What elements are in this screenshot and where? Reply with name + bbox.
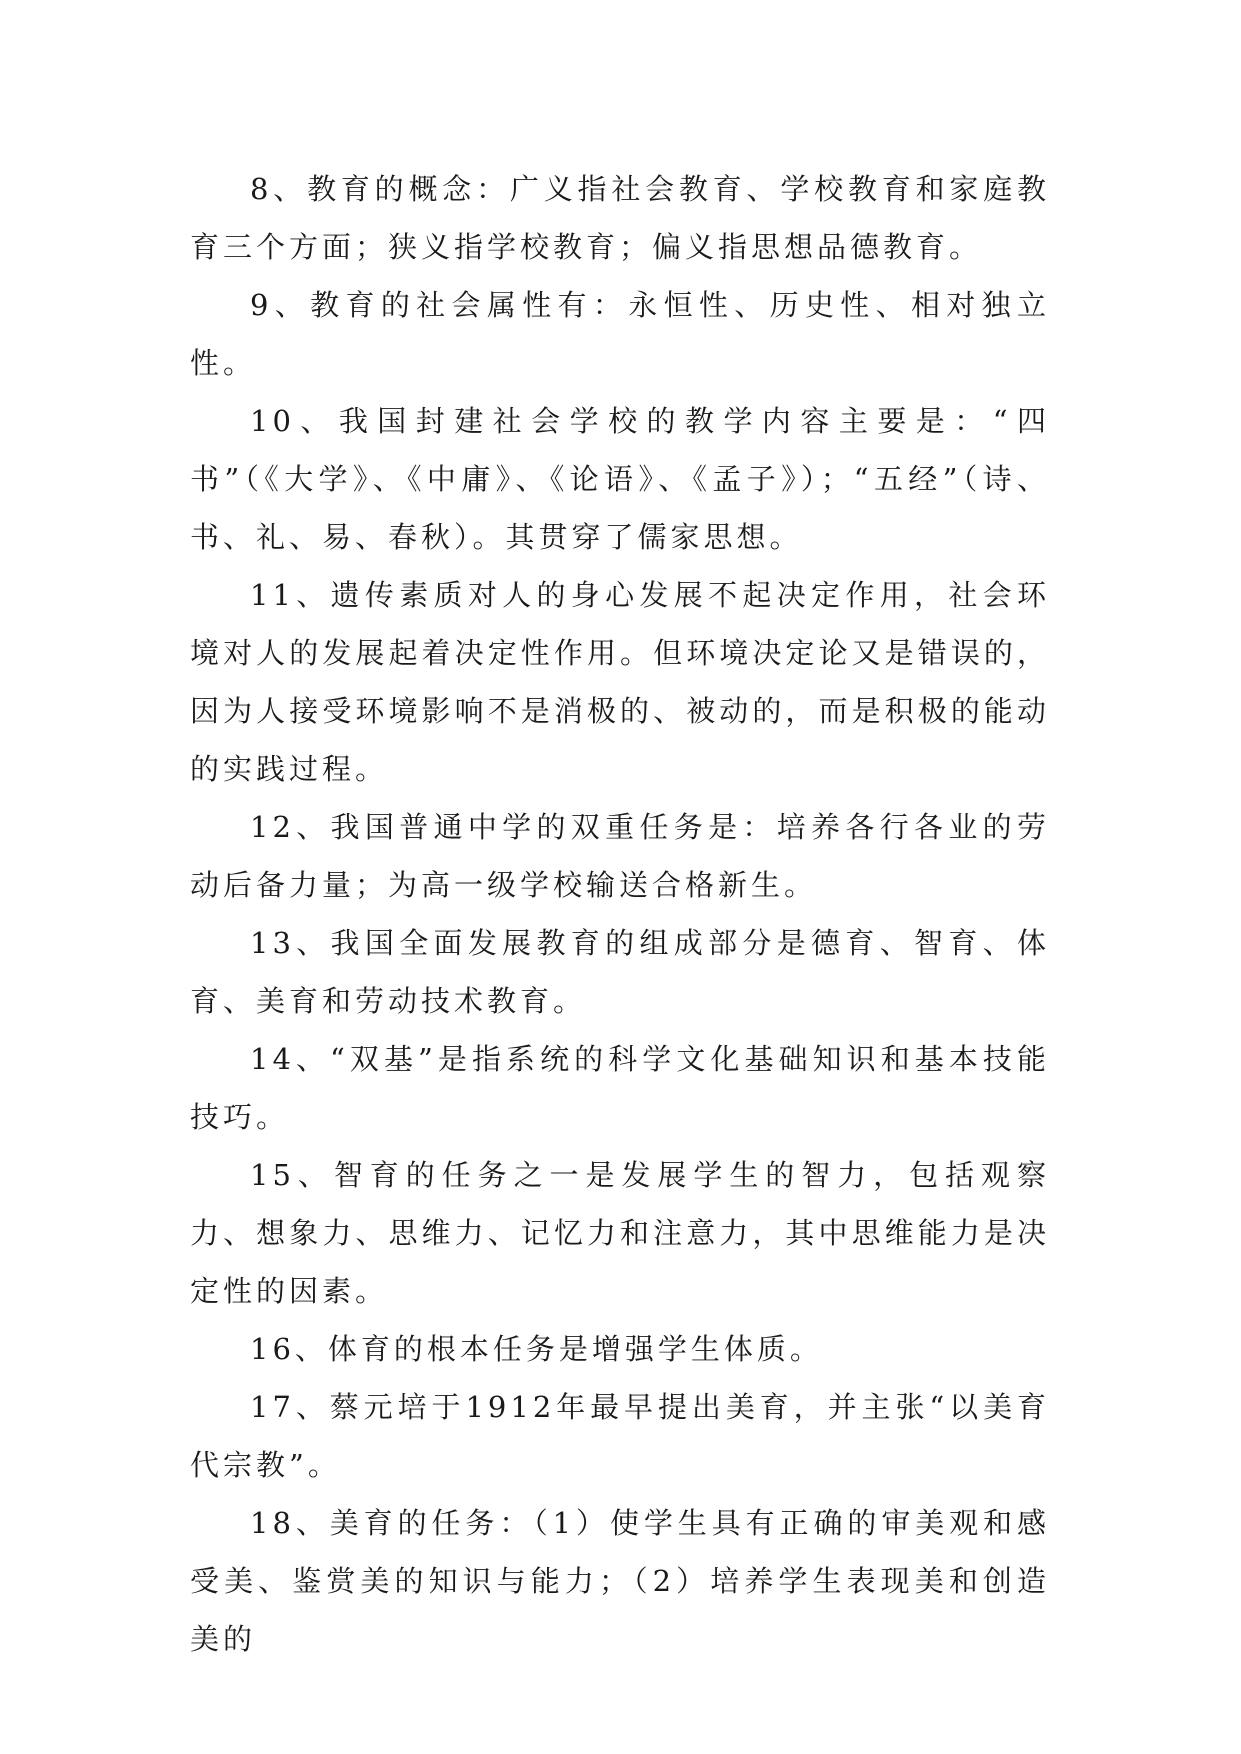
paragraph-17: 17、蔡元培于1912年最早提出美育，并主张“以美育代宗教”。 [190,1390,1050,1482]
paragraph-14: 14、“双基”是指系统的科学文化基础知识和基本技能技巧。 [190,1042,1050,1134]
paragraph-9: 9、教育的社会属性有：永恒性、历史性、相对独立性。 [190,288,1050,380]
document-body [190,160,1050,1668]
paragraph-18: 18、美育的任务：（1）使学生具有正确的审美观和感受美、鉴赏美的知识与能力；（2）培养学生表现美和创造美的 [190,1506,1050,1656]
paragraph-15: 15、智育的任务之一是发展学生的智力，包括观察力、想象力、思维力、记忆力和注意力，其中思维能力是决定性的因素。 [190,1158,1050,1308]
paragraph-12: 12、我国普通中学的双重任务是：培养各行各业的劳动后备力量；为高一级学校输送合格新生。 [190,810,1050,902]
paragraph-16: 16、体育的根本任务是增强学生体质。 [250,1332,823,1366]
paragraph-13: 13、我国全面发展教育的组成部分是德育、智育、体育、美育和劳动技术教育。 [190,926,1050,1018]
paragraph-10: 10、我国封建社会学校的教学内容主要是：“四书”（《大学》、《中庸》、《论语》、《孟子》）；“五经”（诗、书、礼、易、春秋）。其贯穿了儒家思想。 [190,404,1050,554]
paragraph-11: 11、遗传素质对人的身心发展不起决定作用，社会环境对人的发展起着决定性作用。但环境决定论又是错误的，因为人接受环境影响不是消极的、被动的，而是积极的能动的实践过程。 [190,578,1050,786]
paragraph-8: 8、教育的概念：广义指社会教育、学校教育和家庭教育三个方面；狭义指学校教育；偏义指思想品德教育。 [190,172,1050,264]
